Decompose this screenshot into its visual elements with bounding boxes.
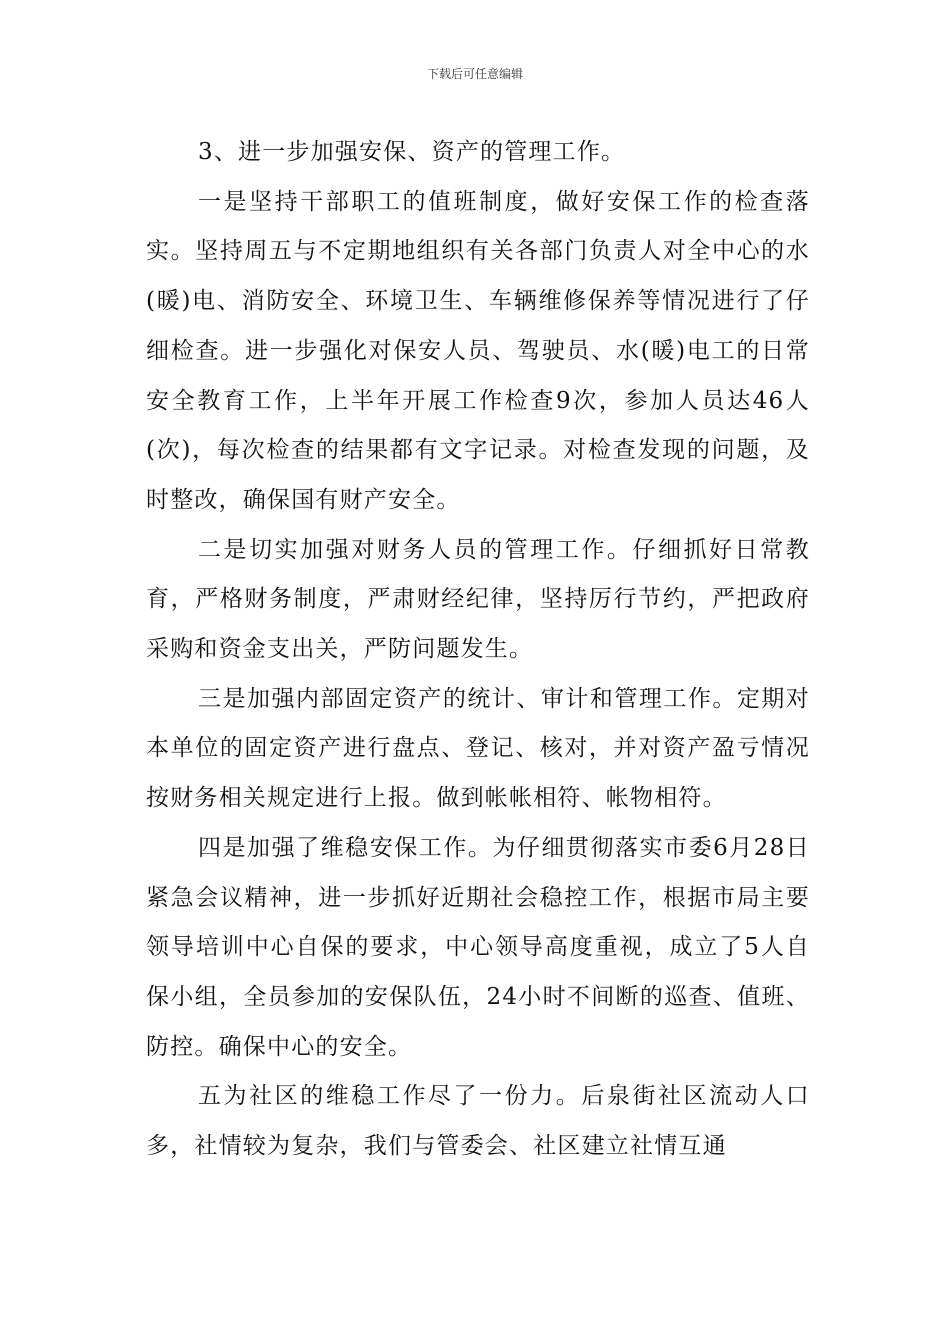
paragraph-item-5: 五为社区的维稳工作尽了一份力。后泉街社区流动人口多，社情较为复杂，我们与管委会、社区建立社情互通 <box>146 1083 810 1160</box>
paragraph-item-3: 三是加强内部固定资产的统计、审计和管理工作。定期对本单位的固定资产进行盘点、登记、核对，并对资产盈亏情况按财务相关规定进行上报。做到帐帐相符、帐物相符。 <box>146 685 810 812</box>
document-body <box>146 128 810 1172</box>
page-header-note: 下载后可任意编辑 <box>426 67 523 81</box>
paragraph-item-1: 一是坚持干部职工的值班制度，做好安保工作的检查落实。坚持周五与不定期地组织有关各部门负责人对全中心的水(暖)电、消防安全、环境卫生、车辆维修保养等情况进行了仔细检查。进一步强化对保安人员、驾驶员、水(暖)电工的日常安全教育工作，上半年开展工作检查9次，参加人员达46人(次)，每次检查的结果都有文字记录。对检查发现的问题，及时整改，确保国有财产安全。 <box>146 188 810 513</box>
paragraph-item-4: 四是加强了维稳安保工作。为仔细贯彻落实市委6月28日紧急会议精神，进一步抓好近期社会稳控工作，根据市局主要领导培训中心自保的要求，中心领导高度重视，成立了5人自保小组，全员参加的安保队伍，24小时不间断的巡查、值班、防控。确保中心的安全。 <box>146 834 810 1060</box>
paragraph-section-heading: 3、进一步加强安保、资产的管理工作。 <box>198 139 626 165</box>
paragraph-item-2: 二是切实加强对财务人员的管理工作。仔细抓好日常教育，严格财务制度，严肃财经纪律，坚持厉行节约，严把政府采购和资金支出关，严防问题发生。 <box>146 536 810 663</box>
